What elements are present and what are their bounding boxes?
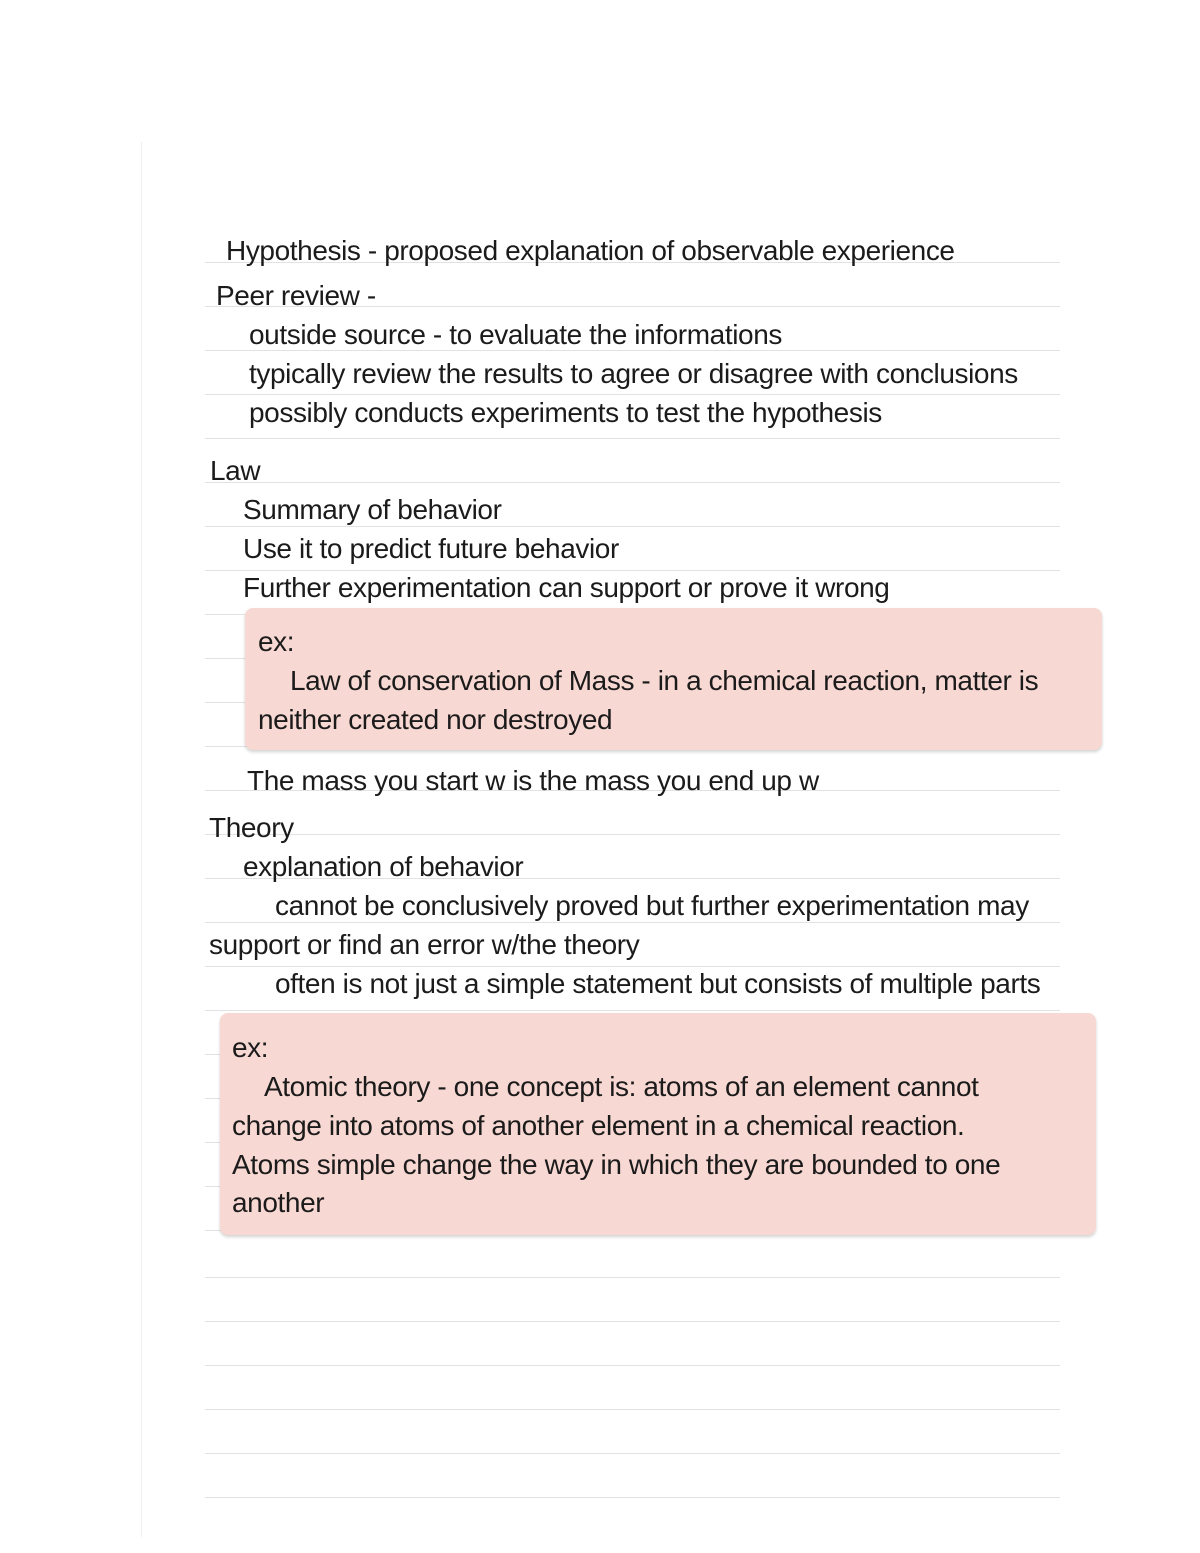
theory-sub-point: often is not just a simple statement but consists of multiple parts bbox=[275, 968, 1041, 999]
example-text-line: change into atoms of another element in a chemical reaction. bbox=[232, 1110, 965, 1141]
example-text-line: neither created nor destroyed bbox=[258, 704, 613, 735]
law-point: Further experimentation can support or prove it wrong bbox=[243, 572, 890, 603]
ruled-line bbox=[205, 482, 1060, 483]
peer-review-heading: Peer review - bbox=[216, 280, 376, 311]
example-text-line: Atoms simple change the way in which they are bounded to one bbox=[232, 1149, 1001, 1180]
ruled-line bbox=[205, 834, 1060, 835]
peer-review-point: possibly conducts experiments to test the hypothesis bbox=[249, 397, 882, 428]
theory-sub-point: cannot be conclusively proved but further experimentation may bbox=[275, 890, 1029, 921]
example-label: ex: bbox=[258, 626, 295, 657]
theory-heading: Theory bbox=[209, 812, 294, 843]
law-point: Summary of behavior bbox=[243, 494, 502, 525]
law-heading: Law bbox=[210, 455, 261, 486]
example-text-line: Law of conservation of Mass - in a chemical reaction, matter is bbox=[290, 665, 1039, 696]
peer-review-point: outside source - to evaluate the informations bbox=[249, 319, 782, 350]
hypothesis-definition: Hypothesis - proposed explanation of observable experience bbox=[226, 235, 955, 266]
ruled-line bbox=[205, 1010, 1060, 1011]
theory-sub-point-continued: support or find an error w/the theory bbox=[209, 929, 640, 960]
example-label: ex: bbox=[232, 1032, 269, 1063]
ruled-line bbox=[205, 1409, 1060, 1410]
ruled-line bbox=[205, 1321, 1060, 1322]
law-example-sticky-note bbox=[245, 608, 1102, 750]
law-example-summary: The mass you start w is the mass you end up w bbox=[247, 765, 819, 796]
ruled-line bbox=[205, 1497, 1060, 1498]
ruled-line bbox=[205, 1365, 1060, 1366]
peer-review-point: typically review the results to agree or disagree with conclusions bbox=[249, 358, 1018, 389]
ruled-line bbox=[205, 1453, 1060, 1454]
example-text-line: Atomic theory - one concept is: atoms of an element cannot bbox=[264, 1071, 979, 1102]
theory-point: explanation of behavior bbox=[243, 851, 524, 882]
page-margin-edge bbox=[141, 142, 142, 1537]
ruled-line bbox=[205, 1277, 1060, 1278]
law-point: Use it to predict future behavior bbox=[243, 533, 619, 564]
ruled-line bbox=[205, 438, 1060, 439]
example-text-line: another bbox=[232, 1187, 325, 1218]
theory-example-sticky-note bbox=[220, 1013, 1096, 1235]
